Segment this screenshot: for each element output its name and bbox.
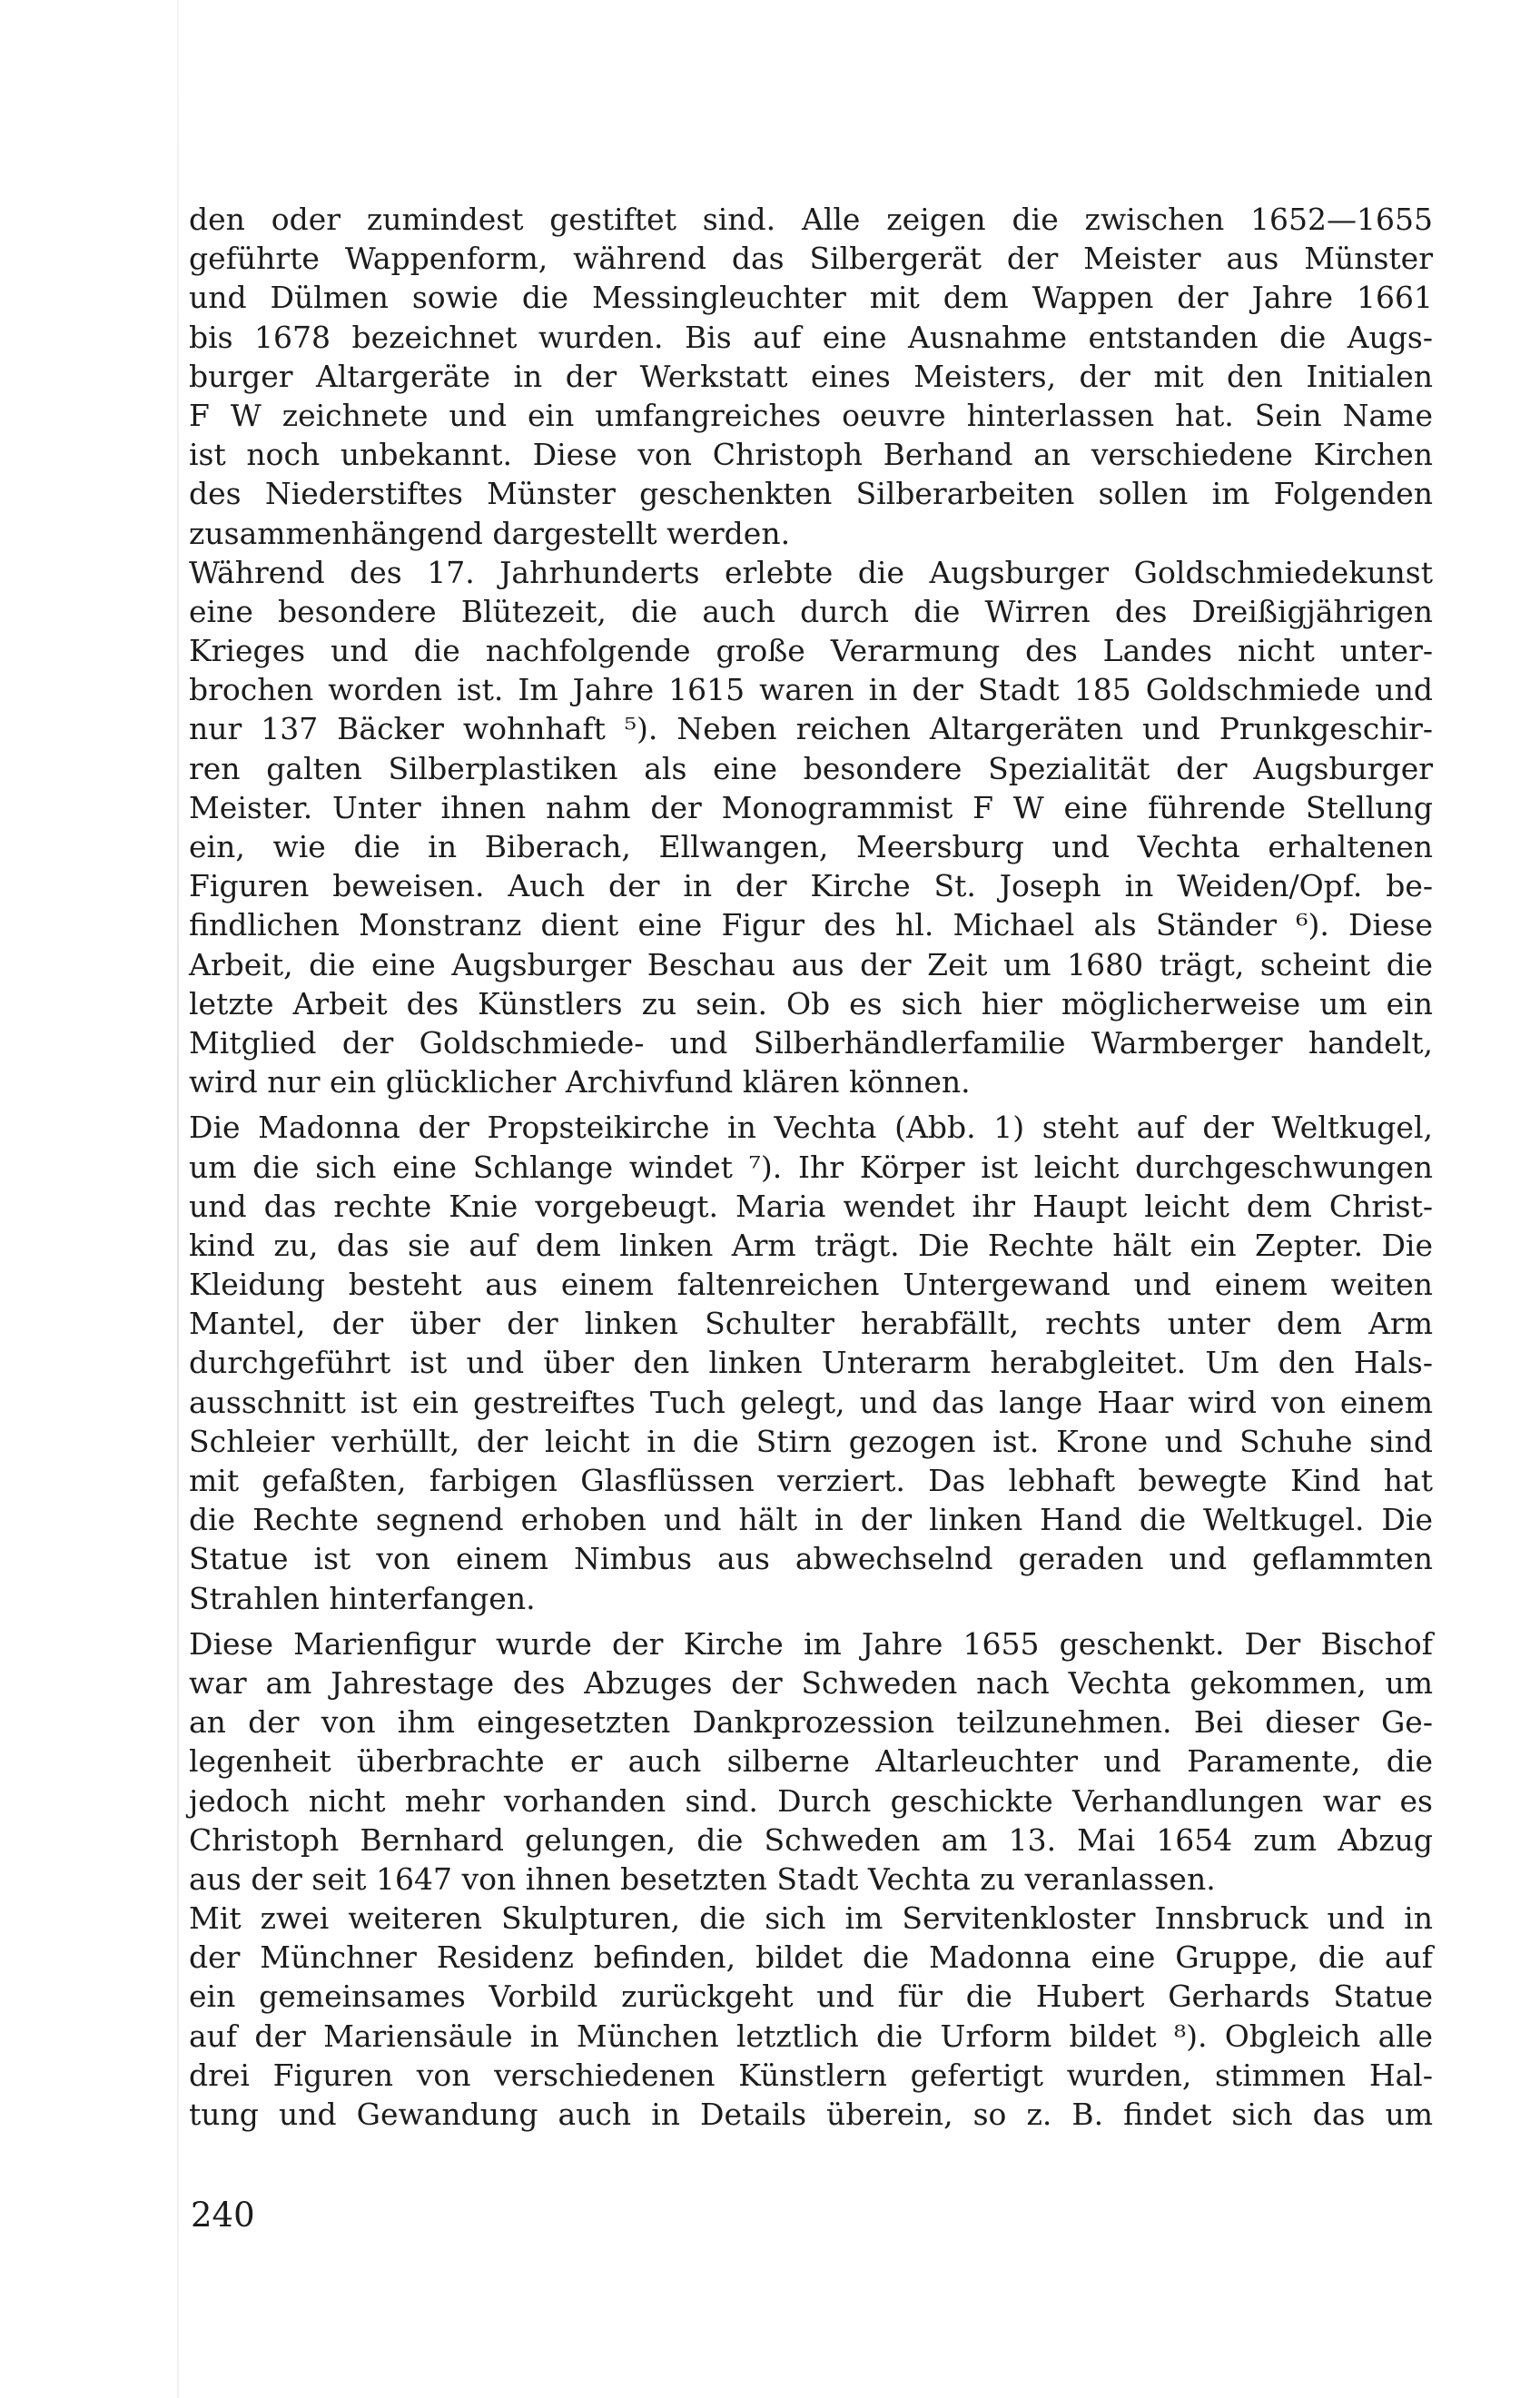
text-line: Statue ist von einem Nimbus aus abwechselnd geraden und geflammten: [189, 1541, 1433, 1577]
text-line: zusammenhängend dargestellt werden.: [189, 515, 791, 551]
text-line: Meister. Unter ihnen nahm der Monogrammist F W eine führende Stellung: [189, 789, 1433, 825]
text-line: Christoph Bernhard gelungen, die Schweden am 13. Mai 1654 zum Abzug: [189, 1821, 1433, 1858]
text-line: ein, wie die in Biberach, Ellwangen, Meersburg und Vechta erhaltenen: [189, 829, 1433, 864]
text-line: tung und Gewandung auch in Details überein, so z. B. findet sich das um: [189, 2097, 1433, 2132]
text-line: Mantel, der über der linken Schulter herabfällt, rechts unter dem Arm: [189, 1306, 1433, 1342]
text-line: den oder zumindest gestiftet sind. Alle zeigen die zwischen 1652—1655: [189, 202, 1433, 237]
text-line: Strahlen hinterfangen.: [189, 1580, 536, 1616]
text-line: an der von ihm eingesetzten Dankprozession teilzunehmen. Bei dieser Ge-: [189, 1704, 1433, 1741]
text-line: Mit zwei weiteren Skulpturen, die sich im Servitenkloster Innsbruck und in: [189, 1900, 1433, 1937]
text-line: die Rechte segnend erhoben und hält in der linken Hand die Weltkugel. Die: [189, 1502, 1433, 1538]
text-line: Während des 17. Jahrhunderts erlebte die Augsburger Goldschmiedekunst: [189, 554, 1433, 590]
text-line: um die sich eine Schlange windet ⁷). Ihr Körper ist leicht durchgeschwungen: [189, 1149, 1433, 1185]
text-line: ren galten Silberplastiken als eine besondere Spezialität der Augsburger: [189, 750, 1433, 786]
text-line: Diese Marienfigur wurde der Kirche im Jahre 1655 geschenkt. Der Bischof: [189, 1625, 1433, 1662]
page-number: 240: [191, 2196, 255, 2235]
body-text: [189, 200, 1433, 2134]
text-line: legenheit überbrachte er auch silberne Altarleuchter und Paramente, die: [189, 1743, 1433, 1780]
text-line: des Niederstiftes Münster geschenkten Silberarbeiten sollen im Folgenden: [189, 476, 1433, 512]
text-line: letzte Arbeit des Künstlers zu sein. Ob es sich hier möglicherweise um ein: [189, 985, 1433, 1021]
text-line: Krieges und die nachfolgende große Verarmung des Landes nicht unter-: [189, 633, 1433, 669]
text-line: drei Figuren von verschiedenen Künstlern gefertigt wurden, stimmen Hal-: [189, 2057, 1433, 2093]
text-line: durchgeführt ist und über den linken Unterarm herabgleitet. Um den Hals-: [189, 1345, 1433, 1381]
paragraph-2: [189, 553, 1433, 1102]
text-line: Die Madonna der Propsteikirche in Vechta (Abb. 1) steht auf der Weltkugel,: [189, 1110, 1433, 1146]
text-line: jedoch nicht mehr vorhanden sind. Durch geschickte Verhandlungen war es: [189, 1782, 1433, 1819]
text-line: ausschnitt ist ein gestreiftes Tuch gelegt, und das lange Haar wird von einem: [189, 1384, 1433, 1420]
text-line: Kleidung besteht aus einem faltenreichen Untergewand und einem weiten: [189, 1267, 1433, 1303]
text-line: war am Jahrestage des Abzuges der Schweden nach Vechta gekommen, um: [189, 1664, 1433, 1701]
text-line: der Münchner Residenz befinden, bildet die Madonna eine Gruppe, die auf: [189, 1939, 1433, 1976]
scan-binding-edge: [177, 0, 179, 2398]
paragraph-4: [189, 1624, 1433, 1899]
text-line: ein gemeinsames Vorbild zurückgeht und für die Hubert Gerhards Statue: [189, 1979, 1433, 2015]
text-line: geführte Wappenform, während das Silbergerät der Meister aus Münster: [189, 241, 1433, 277]
text-line: bis 1678 bezeichnet wurden. Bis auf eine Ausnahme entstanden die Augs-: [189, 319, 1433, 355]
paragraph-5: [189, 1899, 1433, 2134]
text-line: aus der seit 1647 von ihnen besetzten Stadt Vechta zu veranlassen.: [189, 1860, 1216, 1897]
text-line: kind zu, das sie auf dem linken Arm trägt. Die Rechte hält ein Zepter. Die: [189, 1227, 1433, 1263]
text-line: Schleier verhüllt, der leicht in die Stirn gezogen ist. Krone und Schuhe sind: [189, 1423, 1433, 1459]
text-line: wird nur ein glücklicher Archivfund klären können.: [189, 1064, 971, 1100]
text-line: nur 137 Bäcker wohnhaft ⁵). Neben reichen Altargeräten und Prunkgeschir-: [189, 711, 1433, 747]
paragraph-1: [189, 200, 1433, 553]
text-line: Figuren beweisen. Auch der in der Kirche St. Joseph in Weiden/Opf. be-: [189, 868, 1433, 904]
text-line: F W zeichnete und ein umfangreiches oeuvre hinterlassen hat. Sein Name: [189, 397, 1433, 433]
text-line: eine besondere Blütezeit, die auch durch die Wirren des Dreißigjährigen: [189, 593, 1433, 629]
text-line: Mitglied der Goldschmiede- und Silberhändlerfamilie Warmberger handelt,: [189, 1024, 1433, 1061]
text-line: auf der Mariensäule in München letztlich die Urform bildet ⁸). Obgleich alle: [189, 2018, 1433, 2054]
text-line: findlichen Monstranz dient eine Figur des hl. Michael als Ständer ⁶). Diese: [189, 907, 1433, 943]
text-line: brochen worden ist. Im Jahre 1615 waren in der Stadt 185 Goldschmiede und: [189, 672, 1433, 708]
text-line: ist noch unbekannt. Diese von Christoph Berhand an verschiedene Kirchen: [189, 437, 1433, 473]
text-line: burger Altargeräte in der Werkstatt eines Meisters, der mit den Initialen: [189, 358, 1433, 394]
text-line: mit gefaßten, farbigen Glasflüssen verziert. Das lebhaft bewegte Kind hat: [189, 1463, 1433, 1498]
paragraph-3: [189, 1108, 1433, 1617]
text-line: Arbeit, die eine Augsburger Beschau aus der Zeit um 1680 trägt, scheint die: [189, 946, 1433, 982]
text-line: und Dülmen sowie die Messingleuchter mit dem Wappen der Jahre 1661: [189, 280, 1433, 316]
text-line: und das rechte Knie vorgebeugt. Maria wendet ihr Haupt leicht dem Christ-: [189, 1188, 1433, 1224]
